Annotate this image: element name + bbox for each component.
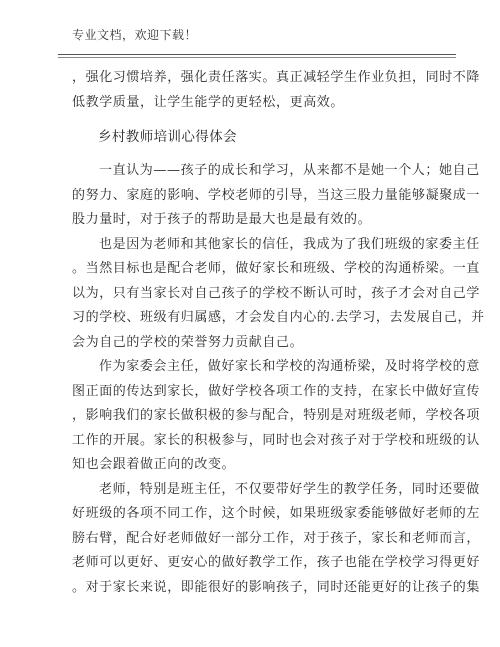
paragraph-first-line: 一直认为——孩子的成长和学习，从来都不是她一个人；她自己	[99, 163, 480, 178]
text-line: 习的学校、班级有归属感，才会发自内心的.去学习，去发展自己，并	[72, 310, 485, 325]
paragraph-first-line: 也是因为老师和其他家长的信任，我成为了我们班级的家委主任	[99, 236, 480, 252]
text-line: 股力量时，对于孩子的帮助是最大也是最有效的。	[72, 212, 372, 227]
text-line: 。对于家长来说，即能很好的影响孩子，同时还能更好的让孩子的集	[72, 579, 481, 595]
paragraph-first-line: 老师，特别是班主任，不仅要带好学生的教学任务，同时还要做	[99, 481, 480, 497]
text-line: ，强化习惯培养，强化责任落实。真正减轻学生作业负担，同时不降	[72, 70, 481, 85]
section-title: 乡村教师培训心得体会	[98, 129, 237, 145]
page-header: 专业文档，欢迎下载！	[72, 28, 198, 42]
text-line: 图正面的传达到家长，做好学校各项工作的支持，在家长中做好宣传	[72, 383, 481, 399]
text-line: 。当然目标也是配合老师，做好家长和班级、学校的沟通桥梁。一直	[72, 261, 481, 276]
document-body	[72, 66, 485, 600]
text-line: ，影响我们的家长做积极的参与配合，特别是对班级老师，学校各项	[72, 408, 481, 423]
text-line: 知也会跟着做正向的改变。	[72, 457, 236, 472]
text-line: 以为，只有当家长对自己孩子的学校不断认可时，孩子才会对自己学	[72, 285, 481, 301]
text-line: 工作的开展。家长的积极参与，同时也会对孩子对于学校和班级的认	[72, 432, 481, 448]
header-divider	[58, 54, 456, 55]
text-line: 好班级的各项不同工作，这个时候，如果班级家委能够做好老师的左	[72, 506, 481, 521]
text-line: 膀右臂，配合好老师做好一部分工作，对于孩子，家长和老师而言，	[72, 530, 481, 546]
paragraph-first-line: 作为家委会主任，做好家长和学校的沟通桥梁，及时将学校的意	[99, 359, 480, 374]
text-line: 的努力、家庭的影响、学校老师的引导，当这三股力量能够凝聚成一	[72, 187, 481, 203]
text-line: 会为自己的学校的荣誉努力贡献自己。	[72, 334, 304, 350]
text-line: 低教学质量，让学生能学的更轻松，更高效。	[72, 94, 345, 110]
text-line: 老师可以更好、更安心的做好教学工作，孩子也能在学校学习得更好	[72, 555, 481, 570]
header-divider-secondary	[58, 57, 456, 58]
